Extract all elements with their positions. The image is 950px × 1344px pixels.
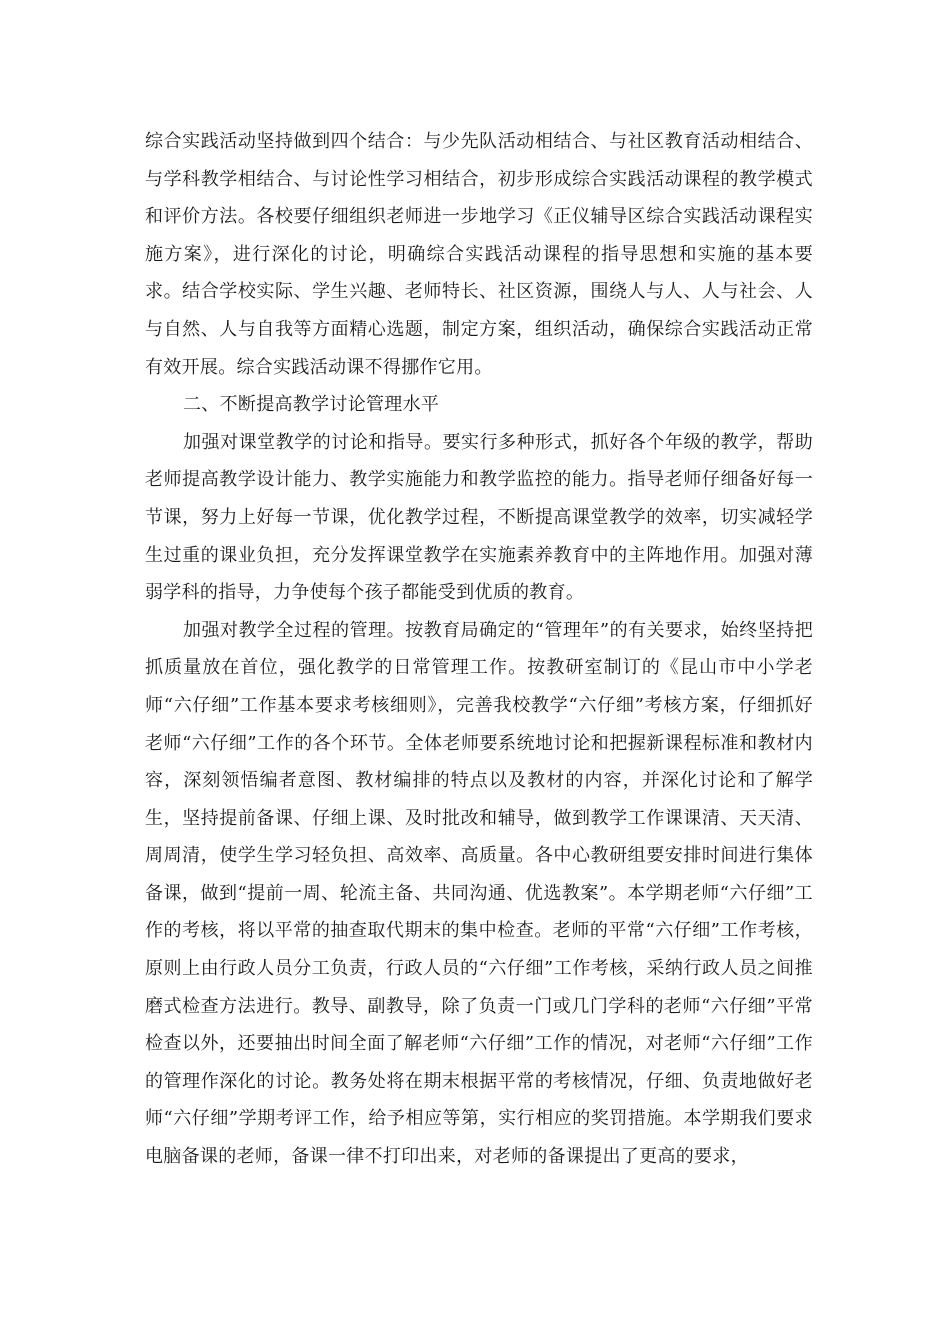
paragraph-classroom-guidance: 加强对课堂教学的讨论和指导。要实行多种形式，抓好各个年级的教学，帮助老师提高教学设计能力、教学实施能力和教学监控的能力。指导老师仔细备好每一节课，努力上好每一节课，优化教学过程，不断提高课堂教学的效率，切实减轻学生过重的课业负担，充分发挥课堂教学在实施素养教育中的主阵地作用。加强对薄弱学科的指导，力争使每个孩子都能受到优质的教育。 [145,431,813,604]
paragraph-process-management: 加强对教学全过程的管理。按教育局确定的“管理年”的有关要求，始终坚持把抓质量放在首位，强化教学的日常管理工作。按教研室制订的《昆山市中小学老师“六仔细”工作基本要求考核细则》，完善我校教学“六仔细”考核方案，仔细抓好老师“六仔细”工作的各个环节。全体老师要系统地讨论和把握新课程标准和教材内容，深刻领悟编者意图、教材编排的特点以及教材的内容，并深化讨论和了解学生，坚持提前备课、仔细上课、及时批改和辅导，做到教学工作课课清、天天清、周周清，使学生学习轻负担、高效率、高质量。各中心教研组要安排时间进行集体备课，做到“提前一周、轮流主备、共同沟通、优选教案”。本学期老师“六仔细”工作的考核，将以平常的抽查取代期末的集中检查。老师的平常“六仔细”工作考核，原则上由行政人员分工负责，行政人员的“六仔细”工作考核，采纳行政人员之间推磨式检查方法进行。教导、副教导，除了负责一门或几门学科的老师“六仔细”平常检查以外，还要抽出时间全面了解老师“六仔细”工作的情况，对老师“六仔细”工作的管理作深化的讨论。教务处将在期末根据平常的考核情况，仔细、负责地做好老师“六仔细”学期考评工作，给予相应等第，实行相应的奖罚措施。本学期我们要求电脑备课的老师，备课一律不打印出来，对老师的备课提出了更高的要求， [145,619,813,1168]
paragraph-practice-activities: 综合实践活动坚持做到四个结合：与少先队活动相结合、与社区教育活动相结合、与学科教学相结合、与讨论性学习相结合，初步形成综合实践活动课程的教学模式和评价方法。各校要仔细组织老师进一步地学习《正仪辅导区综合实践活动课程实施方案》，进行深化的讨论，明确综合实践活动课程的指导思想和实施的基本要求。结合学校实际、学生兴趣、老师特长、社区资源，围绕人与人、人与社会、人与自然、人与自我等方面精心选题，制定方案，组织活动，确保综合实践活动正常有效开展。综合实践活动课不得挪作它用。 [145,131,813,378]
section-heading: 二、不断提高教学讨论管理水平 [183,394,440,416]
document-body [145,123,813,1176]
